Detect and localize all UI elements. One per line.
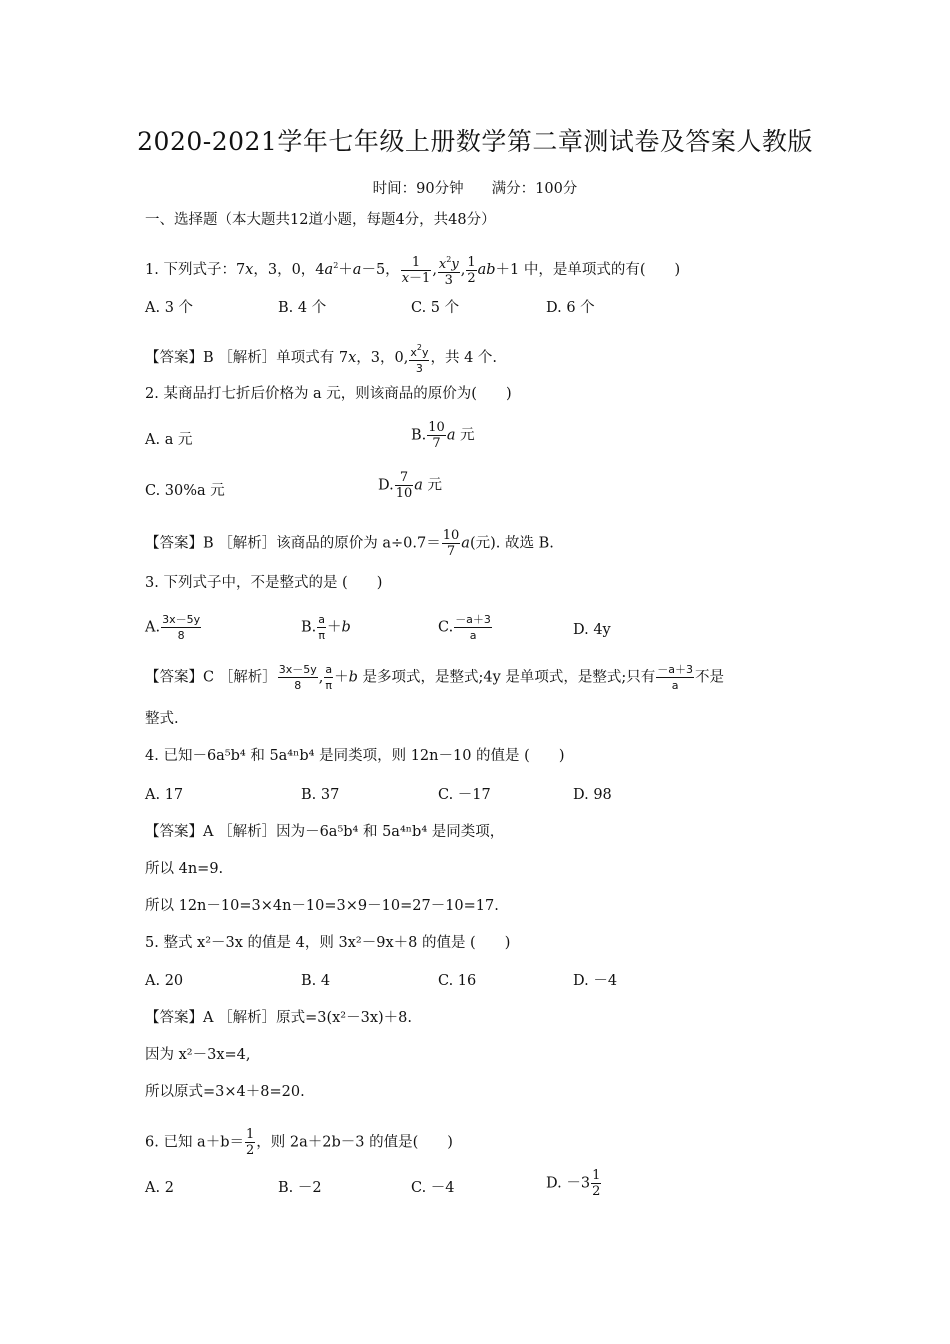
exam-time: 时间：90分钟: [372, 181, 464, 197]
q2-option-b: B. $\frac{10}{7}$ a 元: [411, 420, 475, 451]
q6-option-c: C. －4: [411, 1180, 455, 1196]
q4-option-b: B. 37: [301, 787, 340, 803]
q6-option-b: B. －2: [278, 1180, 322, 1196]
q3-answer-cont: 整式.: [145, 711, 179, 727]
q5-option-d: D. －4: [573, 973, 618, 989]
q1-option-a: A. 3 个: [145, 300, 194, 316]
q1-option-c: C. 5 个: [411, 300, 460, 316]
q4-step-2: 所以 12n－10=3×4n－10=3×9－10=27－10=17.: [145, 898, 499, 914]
q1-answer: 【答案】B ［解析］单项式有 7x，3，0, $\frac{x^2y}{3}$ ，共 4 个.: [145, 340, 497, 376]
exam-score: 满分：100分: [491, 181, 578, 197]
fraction: $\frac{1}{x-1}$: [401, 254, 431, 286]
q3-option-c: C. $\frac{-a+3}{a}$: [438, 613, 491, 642]
question-4: 4. 已知－6a⁵b⁴ 和 5a⁴ⁿb⁴ 是同类项，则 12n－10 的值是 ( ): [145, 748, 565, 764]
q3-option-d: D. 4y: [573, 622, 611, 638]
q5-option-b: B. 4: [301, 973, 331, 989]
fraction: $\frac{x^2y}{3}$: [409, 340, 429, 376]
fraction: $\frac{x^2y}{3}$: [438, 252, 460, 288]
q4-option-c: C. －17: [438, 787, 491, 803]
q4-step-1: 所以 4n=9.: [145, 861, 224, 877]
question-2: 2. 某商品打七折后价格为 a 元，则该商品的原价为( ): [145, 386, 512, 402]
q4-answer: 【答案】A ［解析］因为－6a⁵b⁴ 和 5a⁴ⁿb⁴ 是同类项，: [145, 824, 505, 840]
q2-option-a: A. a 元: [145, 432, 193, 448]
question-3: 3. 下列式子中，不是整式的是 ( ): [145, 575, 383, 591]
q5-option-a: A. 20: [145, 973, 184, 989]
fraction: $\frac{1}{2}$: [467, 254, 476, 286]
q1-option-b: B. 4 个: [278, 300, 327, 316]
page-title: 2020-2021学年七年级上册数学第二章测试卷及答案人教版: [137, 127, 813, 156]
exam-info: [0, 177, 950, 198]
q4-option-d: D. 98: [573, 787, 612, 803]
q3-option-b: B. $\frac{a}{\pi}$ ＋b: [301, 613, 351, 642]
q5-step-1: 因为 x²－3x=4,: [145, 1047, 251, 1063]
q6-option-d: D. －3 $\frac{1}{2}$: [546, 1168, 601, 1199]
question-6: 6. 已知 a＋b＝ $\frac{1}{2}$ ，则 2a＋2b－3 的值是( ): [145, 1127, 453, 1158]
q5-option-c: C. 16: [438, 973, 477, 989]
q1-option-d: D. 6 个: [546, 300, 595, 316]
q3-option-a: A. $\frac{3x-5y}{8}$: [145, 613, 201, 642]
q2-option-d: D. $\frac{7}{10}$ a 元: [378, 470, 443, 501]
q4-option-a: A. 17: [145, 787, 184, 803]
q5-step-2: 所以原式=3×4＋8=20.: [145, 1084, 305, 1100]
q3-answer: 【答案】C ［解析］ $\frac{3x-5y}{8}$ , $\frac{a}{\pi}$ ＋b 是多项式，是整式;4y 是单项式，是整式;只有 $\frac{-a+3}{a}$ 不是: [145, 663, 725, 692]
question-1: 1. 下列式子：7x，3，0，$4a^2+a-5$， $\frac{1}{x-1}$ , $\frac{x^2y}{3}$ , $\frac{1}{2}$ ab＋1 中，是单项式的有( ): [145, 252, 680, 288]
question-5: 5. 整式 x²－3x 的值是 4，则 3x²－9x＋8 的值是 ( ): [145, 935, 511, 951]
q2-answer: 【答案】B ［解析］该商品的原价为 a÷0.7＝ $\frac{10}{7}$ a(元). 故选 B.: [145, 528, 554, 559]
section-heading: 一、选择题（本大题共12道小题，每题4分，共48分）: [145, 212, 496, 228]
q2-option-c: C. 30%a 元: [145, 483, 225, 499]
q5-answer: 【答案】A ［解析］原式=3(x²－3x)＋8.: [145, 1010, 412, 1026]
q6-option-a: A. 2: [145, 1180, 174, 1196]
